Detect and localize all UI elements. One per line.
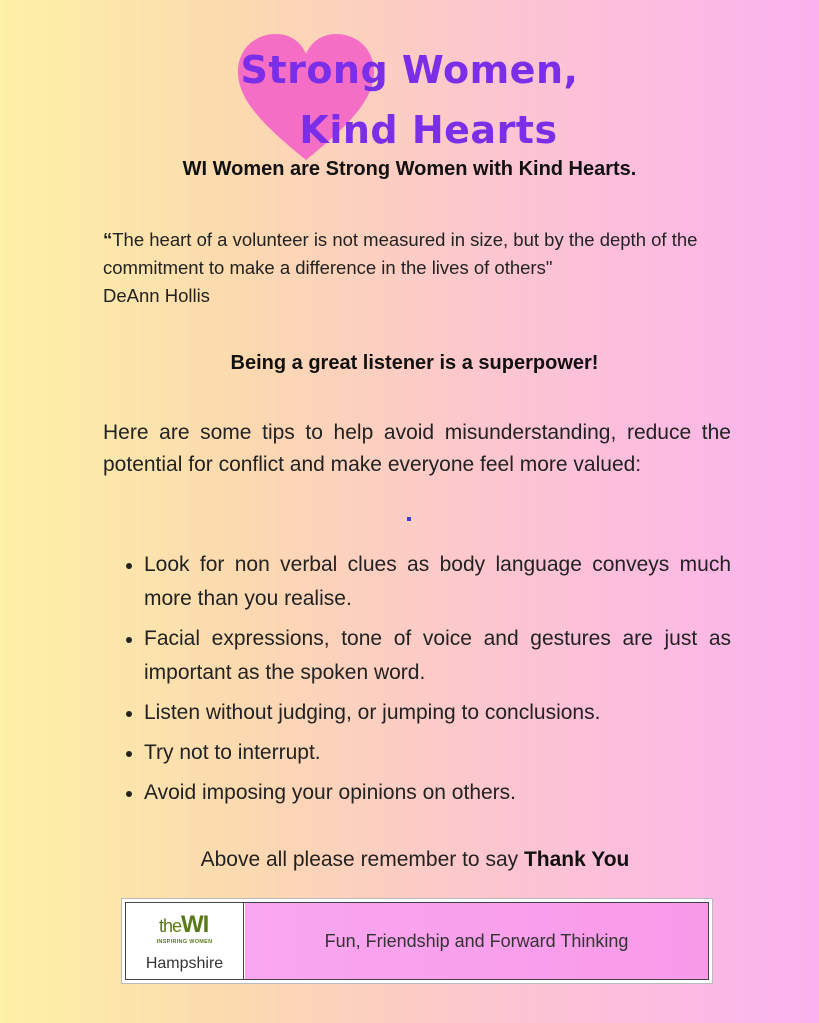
quote xyxy=(103,226,743,310)
logo-the: the xyxy=(159,916,182,936)
title-line-2: Kind Hearts xyxy=(299,108,558,152)
list-item: Look for non verbal clues as body language conveys much more than you realise. xyxy=(103,548,731,616)
list-item: Avoid imposing your opinions on others. xyxy=(103,776,731,810)
list-item: Listen without judging, or jumping to conclusions. xyxy=(103,696,731,730)
quote-author: DeAnn Hollis xyxy=(103,285,210,306)
tips-list xyxy=(103,548,731,816)
superpower-heading: Being a great listener is a superpower! xyxy=(230,352,599,374)
list-item: Facial expressions, tone of voice and gestures are just as important as the spoken word. xyxy=(103,622,731,690)
logo-region: Hampshire xyxy=(145,955,224,972)
footer-banner xyxy=(121,898,713,984)
decorative-dot xyxy=(407,517,411,521)
title-line-1: Strong Women, xyxy=(240,48,579,92)
logo-tagline: INSPIRING WOMEN xyxy=(156,939,213,945)
quote-text: The heart of a volunteer is not measured in size, but by the depth of the commitment to make a difference in the lives of others" xyxy=(103,229,698,278)
quote-open-mark: “ xyxy=(103,229,113,250)
closing-line xyxy=(0,848,819,872)
logo-mark xyxy=(159,911,208,939)
list-item: Try not to interrupt. xyxy=(103,736,731,770)
wi-logo xyxy=(126,903,244,979)
motto: Fun, Friendship and Forward Thinking xyxy=(245,903,708,979)
closing-prefix: Above all please remember to say xyxy=(200,848,524,871)
subtitle: WI Women are Strong Women with Kind Hearts. xyxy=(182,158,637,180)
logo-wi: WI xyxy=(181,911,209,938)
footer-table xyxy=(125,902,709,980)
intro-paragraph: Here are some tips to help avoid misunderstanding, reduce the potential for conflict and make everyone feel more valued: xyxy=(103,421,731,476)
closing-emphasis: Thank You xyxy=(523,848,630,871)
